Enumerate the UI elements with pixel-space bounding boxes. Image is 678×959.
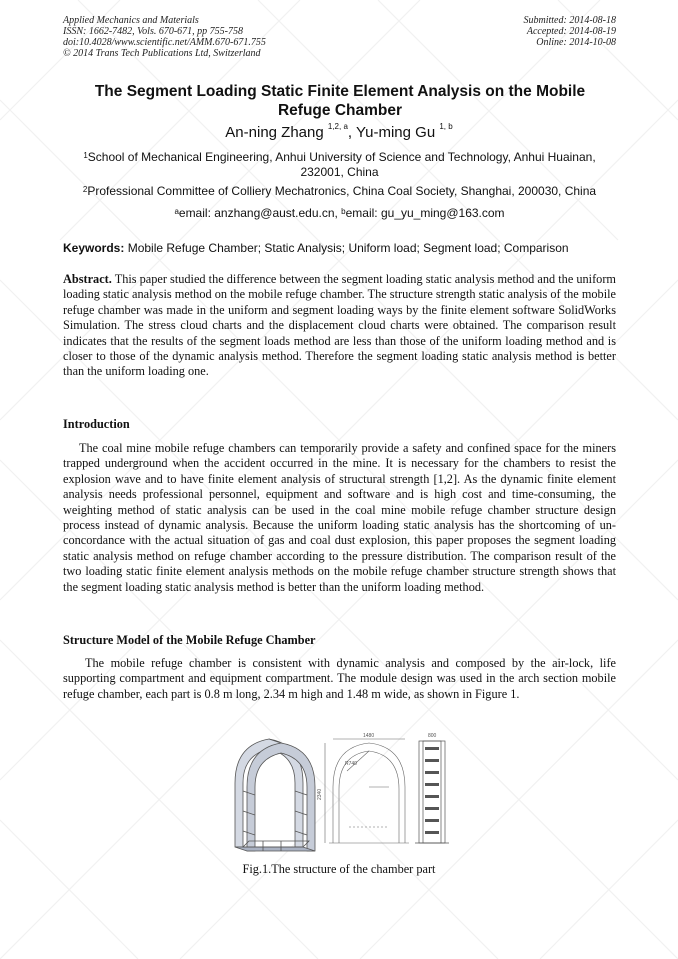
dim-length-label: 800 (428, 733, 437, 739)
author-line (0, 124, 678, 141)
structure-paragraph: The mobile refuge chamber is consistent with dynamic analysis and composed by the air-lock, life supporting compartment and equipment compartment. The module design was used in the arch section mobile refuge chamber, each part is 0.8 m long, 2.34 m high and 1.48 m wide, as shown in Figure 1. (63, 656, 616, 701)
introduction-paragraph: The coal mine mobile refuge chambers can temporarily provide a safety and confined space for the miners trapped underground when the accident occurred in the mine. It is necessary for the chambers to resist the explosion wave and to have finite element analysis of structural strength [1,2]. As the dynamic finite element analysis needs professional personnel, equipment and software and is high cost and time-consuming, the weighting method of static analysis can be used in the coal mine mobile refuge chamber structure design process instead of dynamic analysis. Because the uniform loading static analysis has the shortcoming of un-concordance with the actual situation of gas and coal dust explosion, this paper proposes the segment loading static analysis method on refuge chamber according to the pressure distribution. The comparison result of the two loading static finite element analysis methods on the mobile refuge chamber structure strength shows that the segment loading static analysis method is better than the uniform loading method. (63, 441, 616, 594)
affiliation-1-superscript: 1 (83, 151, 88, 160)
author-1: An-ning Zhang (225, 124, 324, 141)
affiliation-2 (63, 184, 616, 199)
accepted-date: Accepted: 2014-08-19 (526, 26, 616, 37)
author-1-superscript: 1,2, a (327, 122, 348, 131)
online-date: Online: 2014-10-08 (536, 37, 616, 48)
email-a: email: anzhang@aust.edu.cn, (178, 206, 342, 220)
copyright-line: © 2014 Trans Tech Publications Ltd, Switzerland (63, 48, 261, 59)
dim-width-label: 1480 (363, 733, 375, 739)
keywords-text: Mobile Refuge Chamber; Static Analysis; Uniform load; Segment load; Comparison (124, 241, 569, 255)
chamber-side-drawing (415, 741, 449, 843)
issn-line: ISSN: 1662-7482, Vols. 670-671, pp 755-758 (63, 26, 243, 37)
journal-header-right (524, 15, 617, 48)
affiliation-1 (63, 150, 616, 180)
keywords (63, 241, 616, 255)
journal-name: Applied Mechanics and Materials (63, 15, 199, 26)
introduction-heading: Introduction (63, 417, 130, 431)
email-line (63, 206, 616, 221)
email-b-superscript: b (341, 207, 346, 216)
journal-header-left (63, 15, 266, 59)
abstract-label: Abstract. (63, 272, 112, 286)
chamber-3d-view (235, 739, 315, 851)
chamber-front-drawing (325, 739, 409, 843)
paper-title: The Segment Loading Static Finite Element Analysis on the Mobile Refuge Chamber (94, 83, 586, 119)
email-b: email: gu_yu_ming@163.com (345, 206, 505, 220)
doi-line: doi:10.4028/www.scientific.net/AMM.670-671.755 (63, 37, 266, 48)
structure-heading: Structure Model of the Mobile Refuge Chamber (63, 633, 316, 647)
keywords-label: Keywords: (63, 241, 125, 255)
abstract-paragraph (63, 272, 616, 380)
abstract-text: This paper studied the difference between the segment loading static analysis method and the uniform loading static analysis method on the mobile refuge chamber. The structure strength static analysis of the mobile refuge chamber was made in the uniform and segment loading ways by the finite element software SolidWorks Simulation. The stress cloud charts and the displacement cloud charts were obtained. The comparison result indicates that the results of the segment loads method are less than those of the uniform loading method and is closer to those of the dynamic analysis method. Therefore the segment loading static analysis method is better than the uniform loading one. (63, 272, 616, 379)
author-2-superscript: 1, b (439, 122, 453, 131)
affiliation-2-text: Professional Committee of Colliery Mechatronics, China Coal Society, Shanghai, 200030, China (87, 184, 597, 198)
chamber-structure-figure (229, 731, 451, 853)
figure-caption: Fig.1.The structure of the chamber part (242, 862, 436, 876)
email-a-superscript: a (174, 207, 179, 216)
affiliation-1-text: School of Mechanical Engineering, Anhui University of Science and Technology, Anhui Huainan, 232001, China (87, 150, 596, 179)
author-separator: , (347, 124, 356, 141)
dim-radius-label: R740 (345, 761, 357, 767)
dim-height-label: 2340 (317, 788, 323, 800)
affiliation-2-superscript: 2 (82, 185, 88, 194)
author-2: Yu-ming Gu (355, 124, 436, 141)
submitted-date: Submitted: 2014-08-18 (523, 15, 616, 26)
